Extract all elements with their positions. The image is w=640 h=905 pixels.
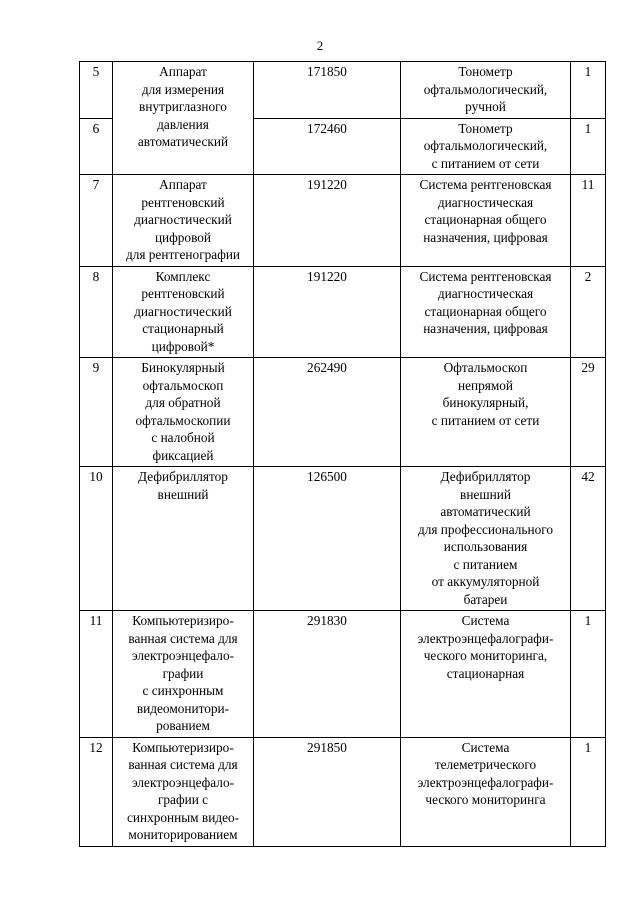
equipment-name-cell: Компьютеризиро- ванная система для электроэнцефало- графии с синхронным видео- мониторированием	[113, 737, 254, 846]
code-cell: 291850	[254, 737, 401, 846]
row-number-cell: 7	[80, 175, 113, 267]
table-row	[80, 611, 606, 738]
quantity-cell: 2	[571, 266, 606, 358]
quantity-cell: 1	[571, 118, 606, 175]
device-type-cell: Система рентгеновская диагностическая стационарная общего назначения, цифровая	[401, 175, 571, 267]
device-type-cell: Система телеметрического электроэнцефалографи- ческого мониторинга	[401, 737, 571, 846]
device-type-cell: Тонометр офтальмологический, с питанием от сети	[401, 118, 571, 175]
table-row	[80, 175, 606, 267]
quantity-cell: 1	[571, 737, 606, 846]
code-cell: 262490	[254, 358, 401, 467]
code-cell: 291830	[254, 611, 401, 738]
device-type-cell: Система электроэнцефалографи- ческого мониторинга, стационарная	[401, 611, 571, 738]
table-row	[80, 266, 606, 358]
quantity-cell: 1	[571, 62, 606, 119]
equipment-name-cell: Бинокулярный офтальмоскоп для обратной офтальмоскопии с налобной фиксацией	[113, 358, 254, 467]
device-type-cell: Дефибриллятор внешний автоматический для профессионального использования с питанием от аккумуляторной батареи	[401, 467, 571, 611]
device-type-cell: Офтальмоскоп непрямой бинокулярный, с питанием от сети	[401, 358, 571, 467]
table-row	[80, 358, 606, 467]
row-number-cell: 9	[80, 358, 113, 467]
code-cell: 126500	[254, 467, 401, 611]
row-number-cell: 6	[80, 118, 113, 175]
quantity-cell: 11	[571, 175, 606, 267]
row-number-cell: 8	[80, 266, 113, 358]
quantity-cell: 1	[571, 611, 606, 738]
quantity-cell: 42	[571, 467, 606, 611]
table-row	[80, 467, 606, 611]
device-type-cell: Тонометр офтальмологический, ручной	[401, 62, 571, 119]
quantity-cell: 29	[571, 358, 606, 467]
table-row	[80, 62, 606, 119]
row-number-cell: 10	[80, 467, 113, 611]
equipment-name-cell: Компьютеризиро- ванная система для электроэнцефало- графии с синхронным видеомонитори- рованием	[113, 611, 254, 738]
code-cell: 191220	[254, 175, 401, 267]
row-number-cell: 12	[80, 737, 113, 846]
code-cell: 172460	[254, 118, 401, 175]
row-number-cell: 11	[80, 611, 113, 738]
equipment-name-cell: Комплекс рентгеновский диагностический стационарный цифровой*	[113, 266, 254, 358]
code-cell: 171850	[254, 62, 401, 119]
device-type-cell: Система рентгеновская диагностическая стационарная общего назначения, цифровая	[401, 266, 571, 358]
equipment-name-cell: Дефибриллятор внешний	[113, 467, 254, 611]
equipment-name-cell: Аппарат рентгеновский диагностический цифровой для рентгенографии	[113, 175, 254, 267]
page-number: 2	[316, 38, 324, 53]
code-cell: 191220	[254, 266, 401, 358]
row-number-cell: 5	[80, 62, 113, 119]
equipment-name-cell: Аппарат для измерения внутриглазного давления автоматический	[113, 62, 254, 175]
equipment-table	[79, 61, 606, 847]
table-row	[80, 737, 606, 846]
